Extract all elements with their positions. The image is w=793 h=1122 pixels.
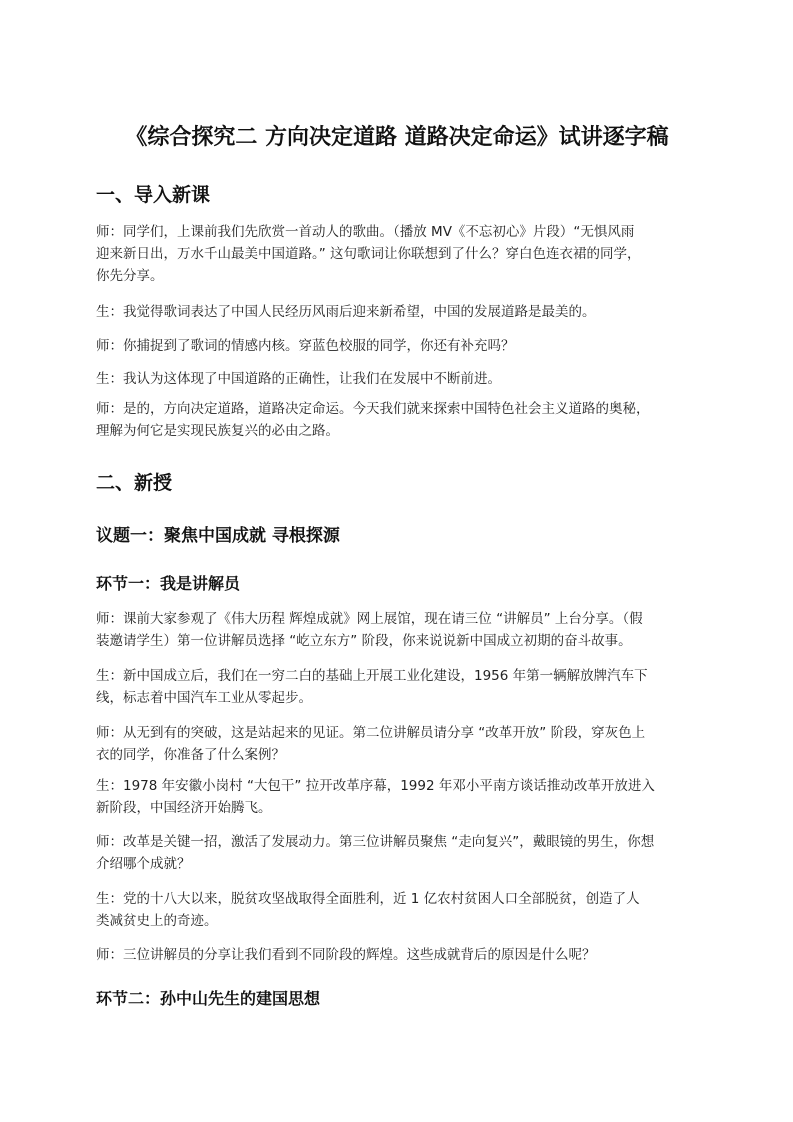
paragraph-line: 你先分享。	[96, 268, 164, 284]
paragraph	[96, 831, 698, 875]
topic-heading: 议题一：聚焦中国成就 寻根探源	[96, 526, 340, 546]
paragraph-line: 师：同学们，上课前我们先欣赏一首动人的歌曲。（播放 MV《不忘初心》片段）“无惧风雨	[96, 224, 635, 240]
paragraph-line: 生：新中国成立后，我们在一穷二白的基础上开展工业化建设，1956 年第一辆解放牌汽车下	[96, 668, 648, 684]
paragraph	[96, 665, 698, 709]
paragraph	[96, 722, 698, 766]
section-heading-intro: 一、导入新课	[96, 184, 211, 206]
paragraph-line: 师：从无到有的突破，这是站起来的见证。第二位讲解员请分享 “改革开放” 阶段，穿灰色上	[96, 725, 646, 741]
paragraph	[96, 608, 698, 652]
paragraph-line: 生：我认为这体现了中国道路的正确性，让我们在发展中不断前进。	[96, 371, 501, 387]
paragraph	[96, 335, 698, 357]
paragraph-line: 生：1978 年安徽小岗村 “大包干” 拉开改革序幕，1992 年邓小平南方谈话推动改革开放进入	[96, 778, 655, 794]
paragraph-line: 类减贫史上的奇迹。	[96, 913, 218, 929]
paragraph-line: 师：是的，方向决定道路，道路决定命运。今天我们就来探索中国特色社会主义道路的奥秘，	[96, 401, 650, 417]
paragraph-line: 师：你捕捉到了歌词的情感内核。穿蓝色校服的同学，你还有补充吗？	[96, 338, 515, 354]
segment-heading: 环节二：孙中山先生的建国思想	[96, 989, 321, 1008]
paragraph	[96, 368, 698, 390]
paragraph-line: 衣的同学，你准备了什么案例？	[96, 747, 285, 763]
paragraph-line: 新阶段，中国经济开始腾飞。	[96, 800, 272, 816]
paragraph-line: 迎来新日出，万水千山最美中国道路。” 这句歌词让你联想到了什么？穿白色连衣裙的同学，	[96, 246, 641, 262]
paragraph-line: 线，标志着中国汽车工业从零起步。	[96, 690, 312, 706]
paragraph-line: 生：党的十八大以来，脱贫攻坚战取得全面胜利，近 1 亿农村贫困人口全部脱贫，创造了人	[96, 891, 640, 907]
paragraph-line: 理解为何它是实现民族复兴的必由之路。	[96, 423, 339, 439]
paragraph	[96, 398, 698, 442]
paragraph	[96, 888, 698, 932]
section-heading-new-lesson: 二、新授	[96, 472, 173, 494]
segment-heading: 环节一：我是讲解员	[96, 574, 241, 593]
document-title: 《综合探究二 方向决定道路 道路决定命运》试讲逐字稿	[125, 125, 669, 150]
paragraph-line: 师：改革是关键一招，激活了发展动力。第三位讲解员聚焦 “走向复兴”，戴眼镜的男生，你想	[96, 834, 655, 850]
paragraph-line: 生：我觉得歌词表达了中国人民经历风雨后迎来新希望，中国的发展道路是最美的。	[96, 304, 596, 320]
paragraph	[96, 775, 698, 819]
paragraph	[96, 221, 698, 287]
paragraph-line: 装邀请学生）第一位讲解员选择 “屹立东方” 阶段，你来说说新中国成立初期的奋斗故事。	[96, 633, 632, 649]
paragraph-line: 师：三位讲解员的分享让我们看到不同阶段的辉煌。这些成就背后的原因是什么呢？	[96, 947, 596, 963]
paragraph	[96, 301, 698, 323]
paragraph-line: 介绍哪个成就？	[96, 856, 191, 872]
paragraph	[96, 944, 698, 966]
paragraph-line: 师：课前大家参观了《伟大历程 辉煌成就》网上展馆，现在请三位 “讲解员” 上台分享。（假	[96, 611, 643, 627]
